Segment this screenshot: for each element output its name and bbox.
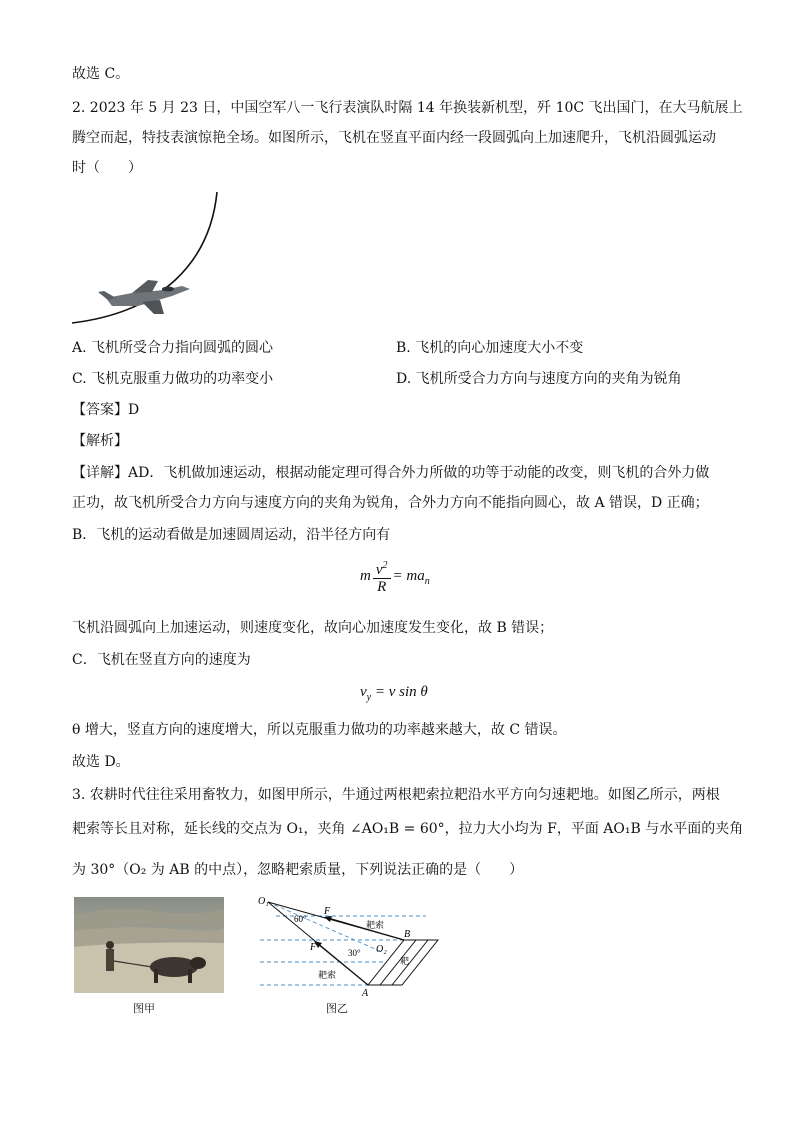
q2-option-a: A. 飞机所受合力指向圆弧的圆心 [72,340,274,356]
q2-option-b: B. 飞机的向心加速度大小不变 [396,340,584,356]
q2-stem-line-2: 腾空而起，特技表演惊艳全场。如图所示，飞机在竖直平面内经一段圆弧向上加速爬升，飞机沿圆弧运动 [72,130,716,146]
q3-stem-line-3: 为 30°（O₂ 为 AB 的中点），忽略耙索质量，下列说法正确的是（ ） [72,862,524,878]
centripetal-formula: m $\frac{v^2}{R}$ = $ma_n$ [360,560,430,595]
jet-arc-figure [72,192,232,328]
label-f-upper: F [324,906,331,917]
label-f-lower: F [310,942,317,953]
q2-detail-line-4: 飞机沿圆弧向上加速运动，则速度变化，故向心加速度发生变化，故 B 错误； [72,620,554,636]
q2-option-c: C. 飞机克服重力做功的功率变小 [72,371,274,387]
q2-detail-line-3: B．飞机的运动看做是加速圆周运动，沿半径方向有 [72,527,391,543]
label-rake: 耙 [400,957,410,967]
q2-detail-line-7: 故选 D。 [72,754,130,770]
label-rope-upper: 耙索 [366,921,385,931]
label-b: B [404,929,411,940]
q2-detail-line-2: 正功，故飞机所受合力方向与速度方向的夹角为锐角，合外力方向不能指向圆心，故 A 错误，D 正确； [72,495,709,511]
label-rope-lower: 耙索 [318,971,337,981]
farming-photo [74,897,224,993]
q2-detail-line-5: C．飞机在竖直方向的速度为 [72,652,251,668]
label-o1: O₁ [258,896,269,907]
q2-detail-line-1: 【详解】AD．飞机做加速运动，根据动能定理可得合外力所做的功等于动能的改变，则飞机的合外力做 [72,465,710,481]
caption-figure-a: 图甲 [133,1002,155,1015]
q3-stem-line-2: 耙索等长且对称，延长线的交点为 O₁，夹角 ∠AO₁B = 60°，拉力大小均为 F，平面 AO₁B 与水平面的夹角 [72,821,744,837]
label-a: A [362,988,369,998]
q2-stem-line-1: 2. 2023 年 5 月 23 日，中国空军八一飞行表演队时隔 14 年换装新机型，歼 10C 飞出国门，在大马航展上 [72,100,743,116]
label-angle-60: 60° [294,914,307,924]
q1-conclusion: 故选 C。 [72,66,130,82]
q2-analysis-heading: 【解析】 [72,433,128,449]
label-o2: O₂ [376,944,387,955]
q2-option-d: D. 飞机所受合力方向与速度方向的夹角为锐角 [396,371,682,387]
jet-icon [98,280,190,314]
farmer [106,949,114,971]
caption-figure-b: 图乙 [326,1002,348,1015]
q2-stem-line-3: 时（ ） [72,160,142,176]
q2-detail-line-6: θ 增大，竖直方向的速度增大，所以克服重力做功的功率越来越大，故 C 错误。 [72,722,567,738]
rope-force-diagram [256,892,446,998]
label-angle-30: 30° [348,948,361,958]
q3-stem-line-1: 3. 农耕时代往往采用畜牧力，如图甲所示，牛通过两根耙索拉耙沿水平方向匀速耙地。如图乙所示，两根 [72,787,720,803]
vertical-velocity-formula: $v_y = v$ sin θ [360,684,428,703]
q2-answer: 【答案】D [72,402,140,418]
